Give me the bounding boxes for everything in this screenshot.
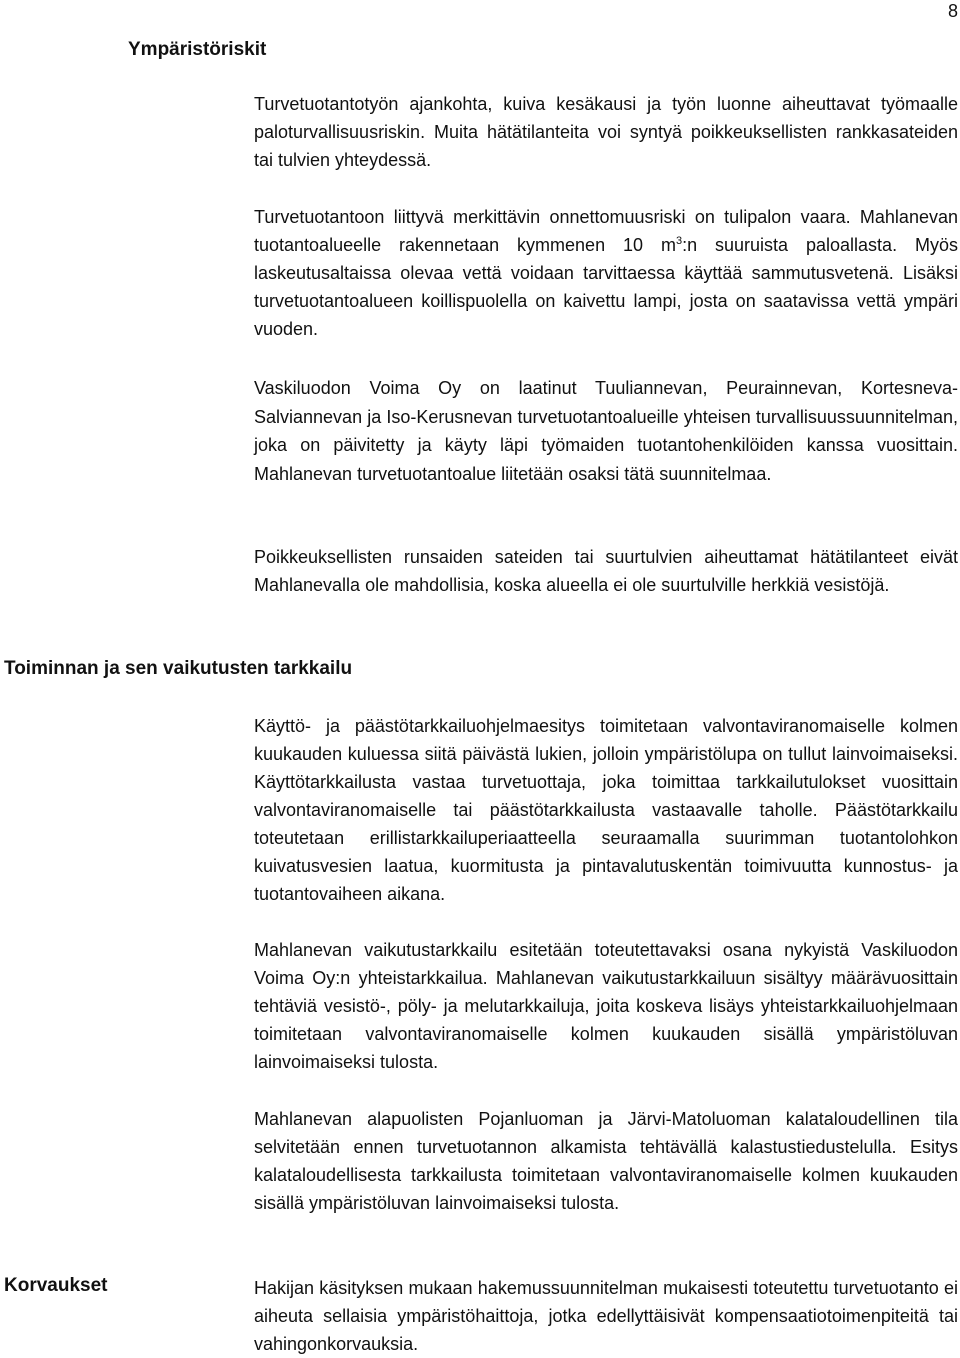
- fire-paragraph-text-a: Turvetuotantoon liittyvä merkittävin onnettomuusriski on tulipalon vaara. Mahlanevan tuotantoalueelle rakennetaan kymmenen 10 m: [254, 207, 958, 255]
- section-heading-environmental-risks: Ympäristöriskit: [128, 39, 267, 60]
- paragraph-safety-plan: Vaskiluodon Voima Oy on laatinut Tuuliannevan, Peurainnevan, Kortesneva-Salviannevan ja Iso-Kerusnevan turvetuotantoalueille yhteisen turvallisuussuunnitelman, joka on päivitetty ja käyty läpi työmaiden tuotantohenkilöiden kanssa vuosittain. Mahlanevan turvetuotantoalue liitetään osaksi tätä suunnitelmaa.: [254, 378, 958, 484]
- paragraph-compensation: Hakijan käsityksen mukaan hakemussuunnitelman mukaisesti toteutettu turvetuotanto ei aiheuta sellaisia ympäristöhaittoja, jotka edellyttäisivät kompensaatiotoimenpiteitä tai vahingonkorvauksia.: [254, 1278, 958, 1354]
- paragraph-fishery-monitoring: Mahlanevan alapuolisten Pojanluoman ja Järvi-Matoluoman kalataloudellinen tila selvitetään ennen turvetuotannon alkamista tehtävällä kalastustiedustelulla. Esitys kalataloudellisesta tarkkailusta toimitetaan valvontaviranomaiselle kolmen kuukauden sisällä ympäristöluvan lainvoimaiseksi tulosta.: [254, 1109, 958, 1213]
- fire-paragraph-text-b: :n suuruista paloallasta. Myös laskeutusaltaissa olevaa vettä voidaan tarvittaessa käyttää sammutusvetenä. Lisäksi turvetuotantoalueen koillispuolella on kaivettu lampi, josta on saatavissa vettä ympäri vuoden.: [254, 235, 958, 339]
- section-heading-compensation: Korvaukset: [4, 1275, 108, 1296]
- paragraph-impact-monitoring: Mahlanevan vaikutustarkkailu esitetään toteutettavaksi osana nykyistä Vaskiluodon Voima Oy:n yhteistarkkailua. Mahlanevan vaikutustarkkailuun sisältyy määrävuosittain tehtäviä vesistö-, pöly- ja melutarkkailuja, joita koskeva lisäys yhteistarkkailuohjelmaan toimitetaan valvontaviranomaiselle kolmen kuukauden sisällä ympäristöluvan lainvoimaiseksi tulosta.: [254, 940, 958, 1072]
- paragraph-emission-monitoring: Käyttö- ja päästötarkkailuohjelmaesitys toimitetaan valvontaviranomaiselle kolmen kuukauden kuluessa siitä päivästä lukien, jolloin ympäristölupa on tullut lainvoimaiseksi. Käyttötarkkailusta vastaa turvetuottaja, joka toimittaa tarkkailutulokset vuosittain valvontaviranomaiselle tai päästötarkkailusta vastaavalle taholle. Päästötarkkailu toteutetaan erillistarkkailuperiaatteella seuraamalla suurimman tuotantolohkon kuivatusvesien laatua, kuormitusta ja pintavalutuskentän toimivuutta kunnostus- ja tuotantovaiheen aikana.: [254, 716, 958, 904]
- section-heading-monitoring: Toiminnan ja sen vaikutusten tarkkailu: [4, 658, 353, 679]
- paragraph-flood-risk: Poikkeuksellisten runsaiden sateiden tai suurtulvien aiheuttamat hätätilanteet eivät Mahlanevalla ole mahdollisia, koska alueella ei ole suurtulville herkkiä vesistöjä.: [254, 547, 958, 595]
- cubic-superscript: 3: [675, 235, 683, 247]
- paragraph-fire-hazard: [254, 203, 958, 343]
- paragraph-fire-safety-risk: Turvetuotantotyön ajankohta, kuiva kesäkausi ja työn luonne aiheuttavat työmaalle paloturvallisuusriskin. Muita hätätilanteita voi syntyä poikkeuksellisten rankkasateiden tai tulvien yhteydessä.: [254, 94, 958, 170]
- page-number: 8: [947, 1, 958, 21]
